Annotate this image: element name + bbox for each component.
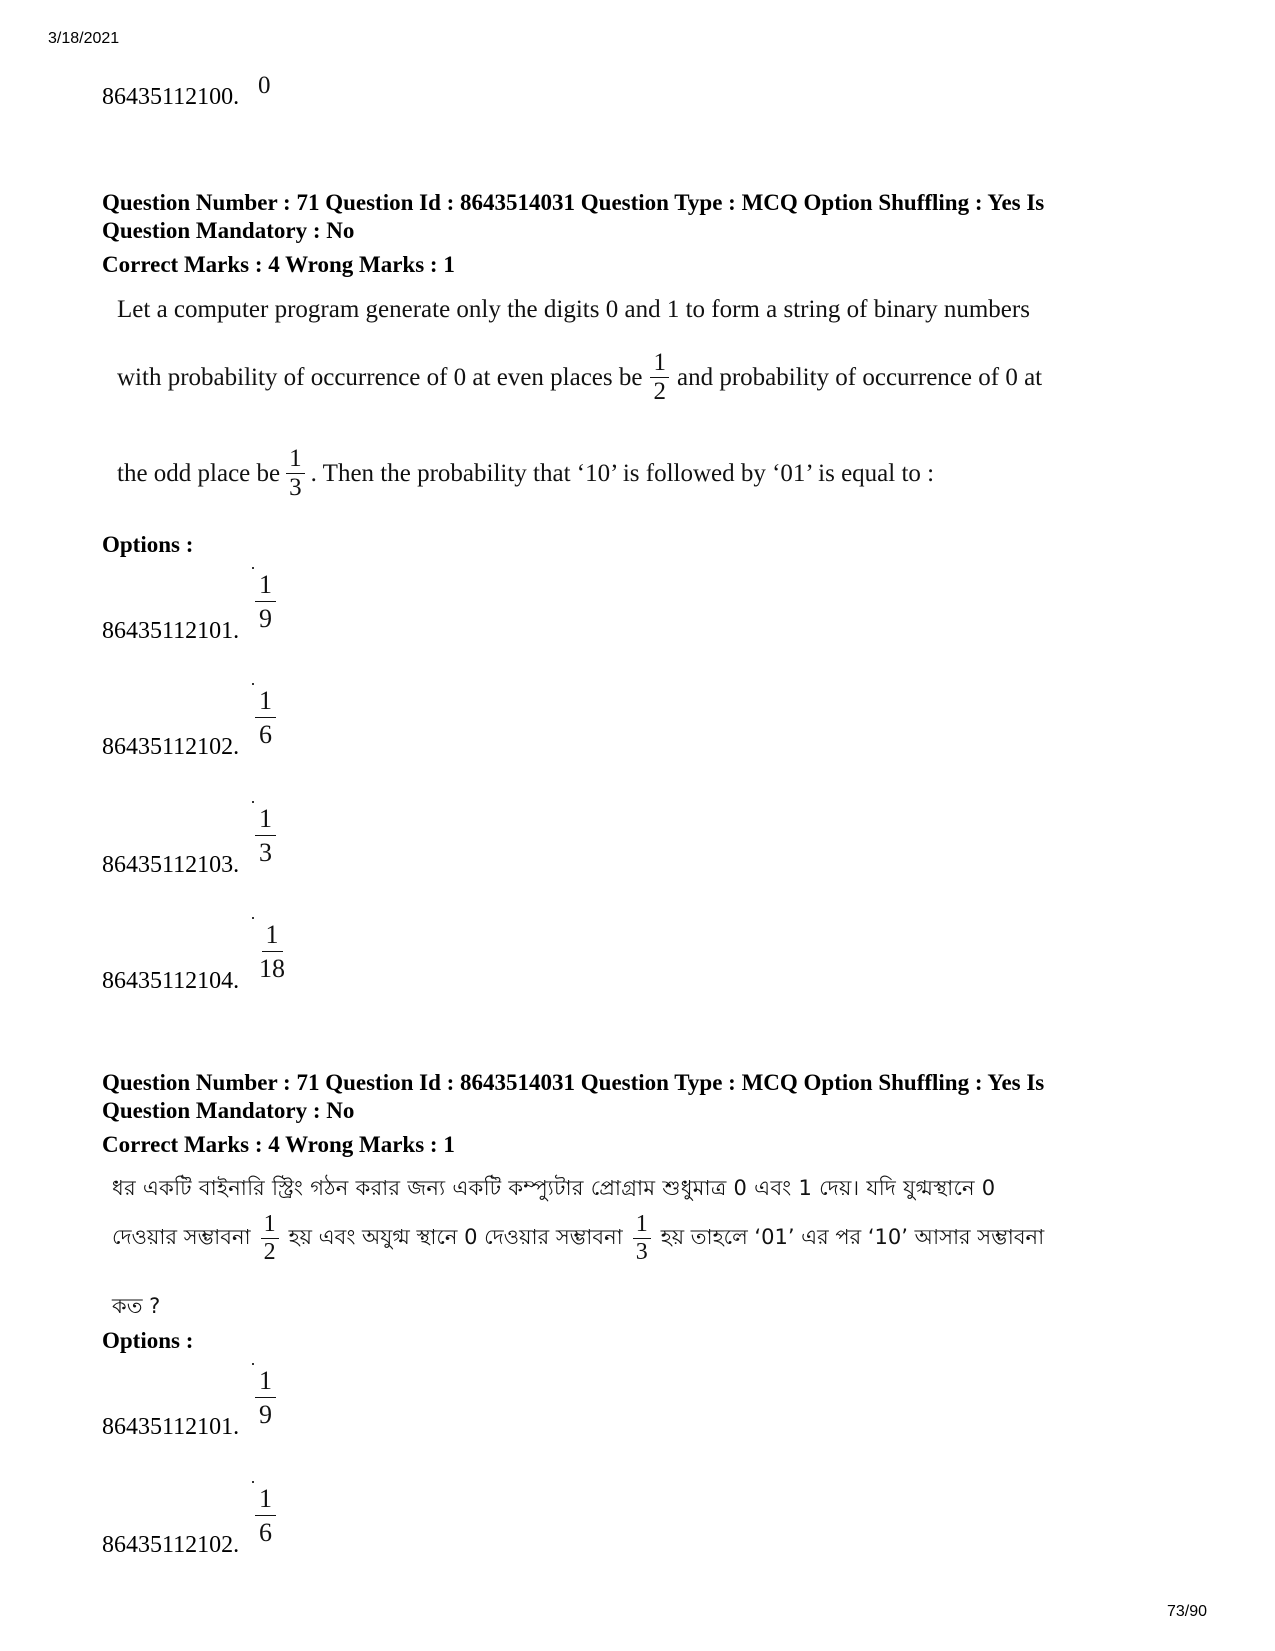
q2-text-line2a: দেওয়ার সম্ভাবনা [112, 1225, 251, 1250]
q2-text-line2 [112, 1212, 1044, 1265]
q2-option-1-num: 1 [255, 1366, 276, 1398]
q1-frac-odd [286, 446, 305, 502]
q1-frac-odd-num: 1 [286, 446, 305, 474]
q1-option-3-id: 86435112103. [102, 852, 240, 878]
q1-marks: Correct Marks : 4 Wrong Marks : 1 [102, 252, 455, 277]
q1-options-label: Options : [102, 532, 194, 557]
q1-option-4-id: 86435112104. [102, 968, 240, 994]
q1-option-4-den: 18 [259, 953, 285, 983]
q2-text-line3: কত ? [112, 1294, 161, 1318]
q1-text-line1: Let a computer program generate only the digits 0 and 1 to form a string of binary numbers [117, 296, 1030, 323]
q2-frac-b-den: 3 [635, 1239, 648, 1266]
q1-frac-even-den: 2 [653, 378, 666, 406]
q2-frac-a-num: 1 [261, 1212, 279, 1239]
page-number: 73/90 [1167, 1603, 1208, 1620]
q2-frac-a-den: 2 [263, 1239, 276, 1266]
q2-text-line1: ধর একটি বাইনারি স্ট্রিং গঠন করার জন্য একটি কম্প্যুটার প্রোগ্রাম শুধুমাত্র 0 এবং 1 দেয়। যদি যুগ্মস্থানে 0 [112, 1176, 996, 1200]
q2-option-2-fraction [255, 1484, 276, 1548]
q1-meta-line2: Question Mandatory : No [102, 218, 355, 243]
q2-option-1-id: 86435112101. [102, 1414, 240, 1440]
q1-option-1-num: 1 [255, 570, 276, 602]
q2-marks: Correct Marks : 4 Wrong Marks : 1 [102, 1132, 455, 1157]
q1-option-3-den: 3 [259, 837, 272, 867]
q1-option-2-id: 86435112102. [102, 734, 240, 760]
q1-text-line3a: the odd place be [117, 459, 281, 487]
q1-option-2-num: 1 [255, 686, 276, 718]
q2-options-label: Options : [102, 1328, 194, 1353]
q1-option-1-den: 9 [259, 603, 272, 633]
q1-option-1-fraction [255, 570, 276, 634]
print-date: 3/18/2021 [48, 30, 120, 47]
q1-text-line2 [117, 350, 1042, 406]
q2-option-1-fraction [255, 1366, 276, 1430]
q1-option-4-num: 1 [262, 920, 283, 952]
q2-frac-a [261, 1212, 279, 1265]
q2-meta-line1: Question Number : 71 Question Id : 8643514031 Question Type : MCQ Option Shuffling : Yes Is [102, 1070, 1045, 1095]
q2-text-line2c: হয় তাহলে ‘01’ এর পর ‘10’ আসার সম্ভাবনা [660, 1225, 1045, 1250]
q1-text-line2b: and probability of occurrence of 0 at [676, 363, 1043, 391]
q2-option-2-den: 6 [259, 1517, 272, 1547]
q1-meta-line1: Question Number : 71 Question Id : 8643514031 Question Type : MCQ Option Shuffling : Yes Is [102, 190, 1045, 215]
option-value-prev: 0 [258, 72, 271, 99]
q2-meta-line2: Question Mandatory : No [102, 1098, 355, 1123]
q1-text-line2a: with probability of occurrence of 0 at even places be [117, 363, 643, 391]
q1-frac-even [650, 350, 669, 406]
q1-frac-even-num: 1 [650, 350, 669, 378]
q2-text-line2b: হয় এবং অযুগ্ম স্থানে 0 দেওয়ার সম্ভাবনা [288, 1225, 623, 1250]
q2-frac-b [633, 1212, 651, 1265]
option-id-prev: 86435112100. [102, 84, 240, 110]
q1-option-2-fraction [255, 686, 276, 750]
q2-option-2-num: 1 [255, 1484, 276, 1516]
q1-text-line3 [117, 446, 934, 502]
q1-option-3-num: 1 [255, 804, 276, 836]
q2-option-1-den: 9 [259, 1399, 272, 1429]
q1-option-1-id: 86435112101. [102, 618, 240, 644]
q2-option-2-id: 86435112102. [102, 1532, 240, 1558]
q2-frac-b-num: 1 [633, 1212, 651, 1239]
q1-option-3-fraction [255, 804, 276, 868]
q1-option-4-fraction [255, 920, 289, 984]
q1-frac-odd-den: 3 [289, 474, 302, 502]
q1-option-2-den: 6 [259, 719, 272, 749]
q1-text-line3b: . Then the probability that ‘10’ is followed by ‘01’ is equal to : [310, 459, 935, 487]
